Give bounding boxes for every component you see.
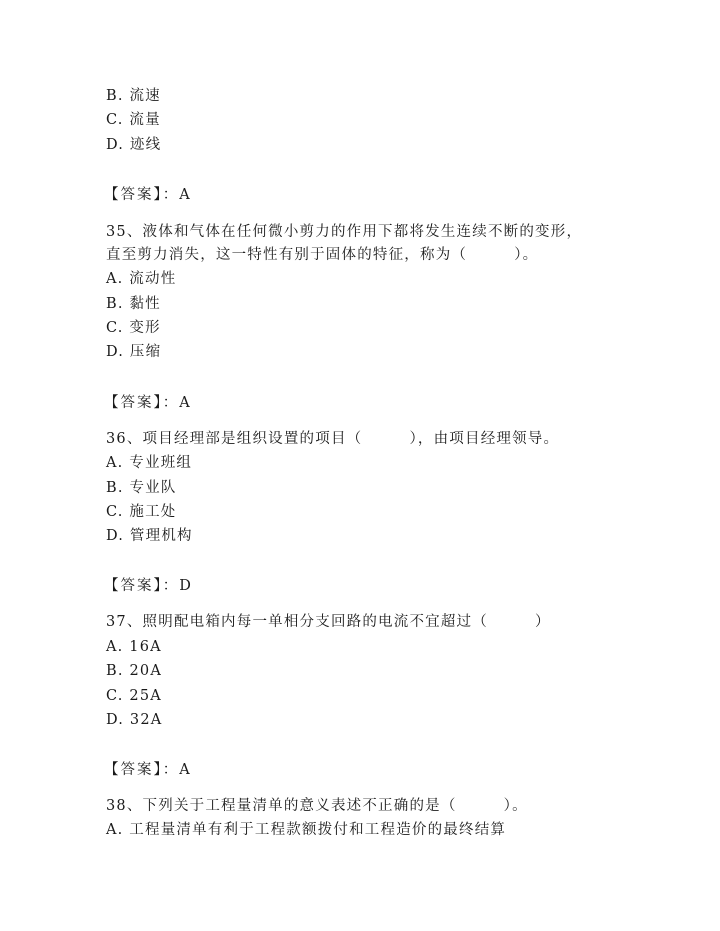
q36-option-c: C. 施工处 (106, 504, 177, 520)
q36-stem: 36、项目经理部是组织设置的项目（ ），由项目经理领导。 (106, 431, 560, 447)
q35-option-b: B. 黏性 (106, 296, 161, 312)
q35-answer: 【答案】：A (104, 395, 192, 411)
q36-option-b: B. 专业队 (106, 480, 177, 496)
q35-option-d: D. 压缩 (106, 344, 162, 360)
prev-option-d: D. 迹线 (106, 137, 162, 153)
prev-option-c: C. 流量 (106, 112, 161, 128)
q35-option-c: C. 变形 (106, 320, 161, 336)
q37-option-c: C. 25A (106, 688, 162, 704)
q37-answer: 【答案】：A (104, 762, 192, 778)
q38-stem: 38、下列关于工程量清单的意义表述不正确的是（ ）。 (106, 798, 528, 814)
q35-stem-line2: 直至剪力消失，这一特性有别于固体的特征，称为（ ）。 (106, 247, 539, 263)
q35-stem-line1: 35、液体和气体在任何微小剪力的作用下都将发生连续不断的变形， (106, 224, 583, 240)
q37-option-d: D. 32A (106, 712, 163, 728)
q36-option-a: A. 专业班组 (106, 455, 193, 471)
q37-stem: 37、照明配电箱内每一单相分支回路的电流不宜超过（ ） (106, 614, 551, 630)
q37-option-b: B. 20A (106, 663, 162, 679)
q36-option-d: D. 管理机构 (106, 528, 193, 544)
q38-option-a: A. 工程量清单有利于工程款额拨付和工程造价的最终结算 (106, 822, 507, 838)
q35-option-a: A. 流动性 (106, 271, 177, 287)
q36-answer: 【答案】：D (104, 578, 193, 594)
prev-answer: 【答案】：A (104, 187, 192, 203)
prev-option-b: B. 流速 (106, 88, 161, 104)
q37-option-a: A. 16A (106, 639, 162, 655)
